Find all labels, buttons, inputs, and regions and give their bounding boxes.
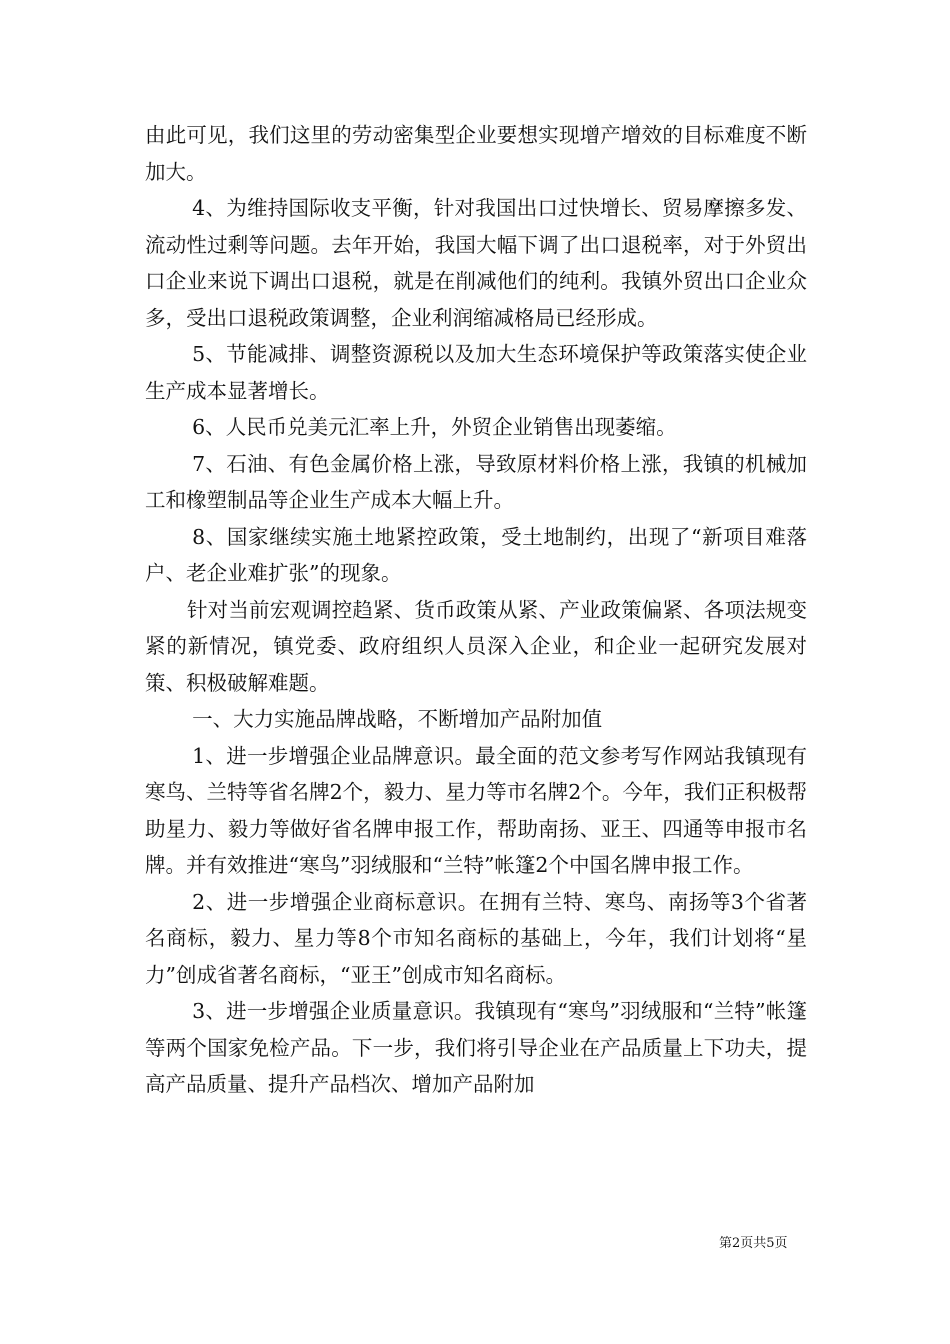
paragraph-item-8: 8、国家继续实施土地紧控政策，受土地制约，出现了“新项目难落户、老企业难扩张”的现象。 bbox=[145, 524, 807, 585]
paragraph-trademark-awareness: 2、进一步增强企业商标意识。在拥有兰特、寒鸟、南扬等3个省著名商标，毅力、星力等8个市知名商标的基础上，今年，我们计划将“星力”创成省著名商标，“亚王”创成市知名商标。 bbox=[145, 889, 807, 987]
paragraph-response: 针对当前宏观调控趋紧、货币政策从紧、产业政策偏紧、各项法规变紧的新情况，镇党委、政府组织人员深入企业，和企业一起研究发展对策、积极破解难题。 bbox=[145, 597, 807, 695]
paragraph-item-4: 4、为维持国际收支平衡，针对我国出口过快增长、贸易摩擦多发、流动性过剩等问题。去年开始，我国大幅下调了出口退税率，对于外贸出口企业来说下调出口退税，就是在削减他们的纯利。我镇外贸出口企业众多，受出口退税政策调整，企业利润缩减格局已经形成。 bbox=[145, 196, 807, 330]
page-number-footer: 第2页共5页 bbox=[719, 1236, 788, 1251]
paragraph-item-6: 6、人民币兑美元汇率上升，外贸企业销售出现萎缩。 bbox=[192, 415, 677, 439]
paragraph-item-7: 7、石油、有色金属价格上涨，导致原材料价格上涨，我镇的机械加工和橡塑制品等企业生产成本大幅上升。 bbox=[145, 451, 807, 512]
paragraph-brand-awareness: 1、进一步增强企业品牌意识。最全面的范文参考写作网站我镇现有寒鸟、兰特等省名牌2个，毅力、星力等市名牌2个。今年，我们正积极帮助星力、毅力等做好省名牌申报工作，帮助南扬、亚王、四通等申报市名牌。并有效推进“寒鸟”羽绒服和“兰特”帐篷2个中国名牌申报工作。 bbox=[145, 743, 807, 877]
paragraph-quality-awareness: 3、进一步增强企业质量意识。我镇现有“寒鸟”羽绒服和“兰特”帐篷等两个国家免检产品。下一步，我们将引导企业在产品质量上下功夫，提高产品质量、提升产品档次、增加产品附加 bbox=[145, 999, 807, 1096]
paragraph-conclusion: 由此可见，我们这里的劳动密集型企业要想实现增产增效的目标难度不断加大。 bbox=[145, 123, 807, 184]
document-body bbox=[145, 117, 807, 1103]
section-heading-brand-strategy: 一、大力实施品牌战略，不断增加产品附加值 bbox=[192, 707, 603, 731]
paragraph-item-5: 5、节能减排、调整资源税以及加大生态环境保护等政策落实使企业生产成本显著增长。 bbox=[145, 342, 807, 403]
